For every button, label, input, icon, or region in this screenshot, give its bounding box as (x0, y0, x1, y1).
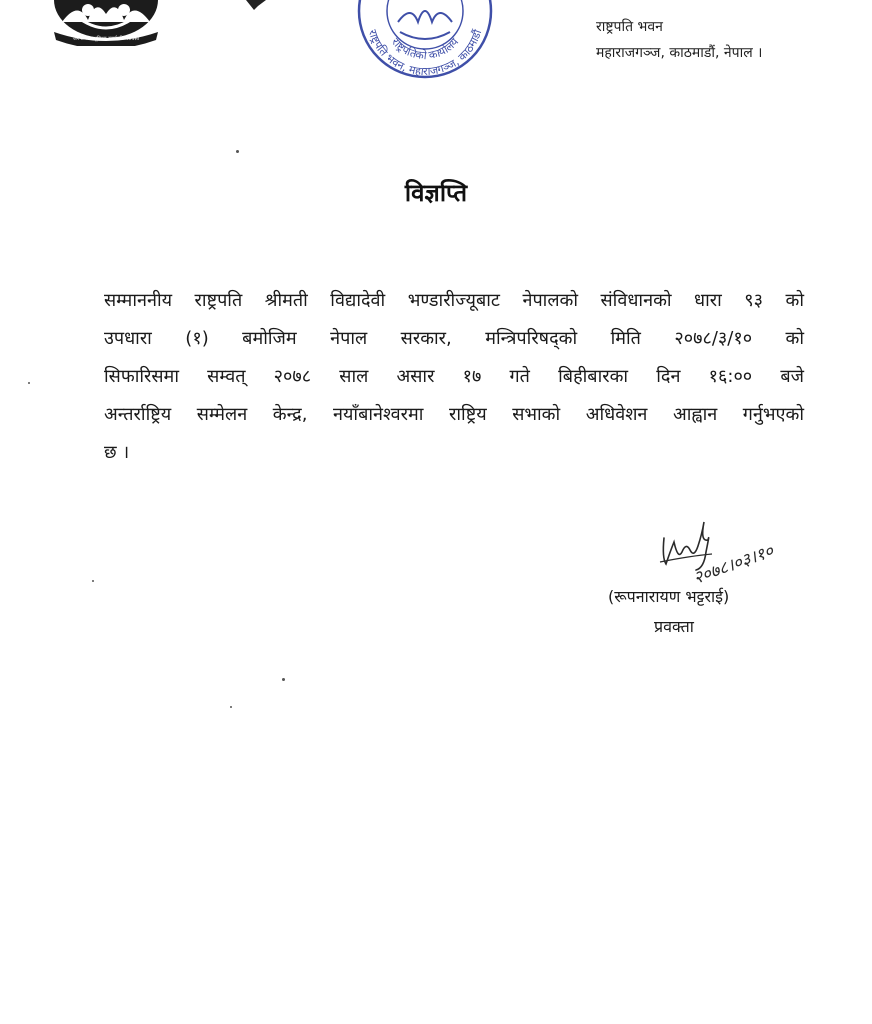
signatory-block (608, 582, 729, 642)
signatory-role: प्रवक्ता (654, 617, 694, 636)
body-line-5: छ । (104, 442, 130, 463)
notice-title: विज्ञप्ति (404, 179, 468, 207)
header-mark-icon (244, 0, 268, 12)
address-line-1: राष्ट्रपति भवन (596, 19, 663, 35)
national-emblem-icon (48, 0, 164, 46)
notice-body (104, 282, 804, 472)
office-stamp (356, 0, 494, 80)
scan-speck (230, 706, 232, 708)
scan-speck (92, 580, 94, 582)
body-line-1: सम्माननीय राष्ट्रपति श्रीमती विद्यादेवी भण्डारीज्यूबाट नेपालको संविधानको धारा ९३ को (104, 290, 804, 311)
signatory-name: (रूपनारायण भट्टराई) (608, 587, 730, 606)
body-line-3: सिफारिसमा सम्वत् २०७८ साल असार १७ गते बिहीबारका दिन १६:०० बजे (104, 366, 804, 387)
stamp-line-1: राष्ट्रपतिको कार्यालय (388, 35, 462, 63)
scan-speck (28, 382, 30, 384)
scan-speck (282, 678, 285, 681)
body-line-2: उपधारा (१) बमोजिम नेपाल सरकार, मन्त्रिपरिषद्को मिति २०७८/३/१० को (104, 328, 804, 349)
address-line-2: महाराजगञ्ज, काठमाडौं, नेपाल । (596, 45, 763, 61)
signature-date: २०७८।०३।१० (690, 541, 777, 589)
stamp-line-2: राष्ट्रपति भवन, महाराजगञ्ज, काठमाडौं (365, 28, 485, 79)
office-address (596, 14, 762, 66)
scan-speck (236, 150, 239, 153)
body-line-4: अन्तर्राष्ट्रिय सम्मेलन केन्द्र, नयाँबानेश्वरमा राष्ट्रिय सभाको अधिवेशन आह्वान गर्नुभएको (104, 404, 804, 425)
svg-text:जननी जन्मभूमिश्च स्वर्गादपि गर: जननी जन्मभूमिश्च स्वर्गादपि गरीयसी (72, 36, 140, 42)
